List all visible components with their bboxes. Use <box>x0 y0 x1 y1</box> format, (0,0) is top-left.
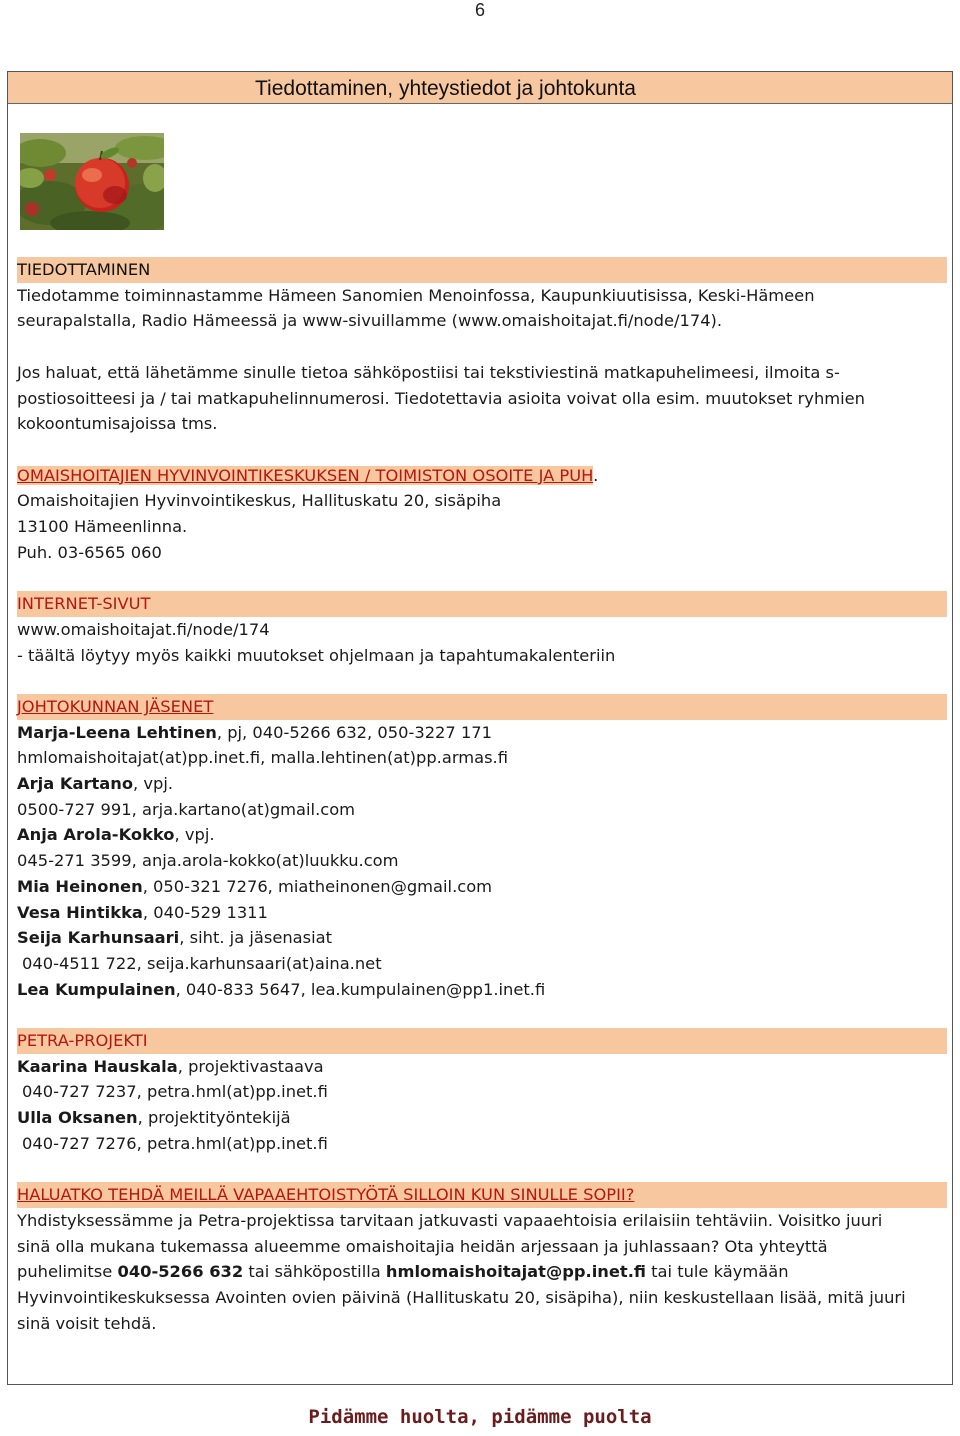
board-member <box>17 771 947 797</box>
section-header-board: JOHTOKUNNAN JÄSENET <box>17 694 947 720</box>
text-line: Tiedotamme toiminnastamme Hämeen Sanomien Menoinfossa, Kaupunkiuutisissa, Keski-Hämeen <box>17 285 815 305</box>
footer-slogan: Pidämme huolta, pidämme puolta <box>308 1406 652 1428</box>
section-header-address: OMAISHOITAJIEN HYVINVOINTIKESKUKSEN / TOIMISTON OSOITE JA PUH <box>17 465 594 485</box>
member-name: Mia Heinonen <box>17 876 143 896</box>
text-line: seurapalstalla, Radio Hämeessä ja www-sivuillamme (www.omaishoitajat.fi/node/174). <box>17 311 723 331</box>
text-line: Yhdistyksessämme ja Petra-projektissa tarvitaan jatkuvasti vapaaehtoisia erilaisiin tehtäviin. Voisitko juuri <box>17 1210 883 1230</box>
page-number: 6 <box>474 0 485 20</box>
member-info: , vpj. <box>133 774 174 793</box>
project-member <box>17 1105 947 1131</box>
phone-line: Puh. 03-6565 060 <box>17 542 162 562</box>
text-fragment: tai sähköpostilla <box>243 1262 386 1282</box>
address-line: Omaishoitajien Hyvinvointikeskus, Hallituskatu 20, sisäpiha <box>17 491 502 511</box>
member-name: Kaarina Hauskala <box>17 1056 178 1076</box>
section-header-petra: PETRA-PROJEKTI <box>17 1028 947 1054</box>
text-line: Jos haluat, että lähetämme sinulle tietoa sähköpostiisi tai tekstiviestinä matkapuhelimeesi, ilmoita s- <box>17 362 840 382</box>
text-fragment: puhelimitse <box>17 1262 118 1282</box>
board-member <box>17 822 947 848</box>
member-info: , projektityöntekijä <box>137 1108 291 1128</box>
board-member <box>17 925 947 951</box>
page-title: Tiedottaminen, yhteystiedot ja johtokunta <box>255 77 636 100</box>
text-line: postiosoitteesi ja / tai matkapuhelinnumerosi. Tiedotettavia asioita voivat olla esim. muutokset ryhmien <box>17 388 865 408</box>
section-header-volunteer: HALUATKO TEHDÄ MEILLÄ VAPAAEHTOISTYÖTÄ SILLOIN KUN SINULLE SOPII? <box>17 1182 947 1208</box>
website-link[interactable]: www.omaishoitajat.fi/node/174 <box>17 619 270 639</box>
member-name: Marja-Leena Lehtinen <box>17 722 217 742</box>
member-contact: hmlomaishoitajat(at)pp.inet.fi, malla.lehtinen(at)pp.armas.fi <box>17 748 508 768</box>
member-contact: 040-4511 722, seija.karhunsaari(at)aina.net <box>22 953 382 973</box>
member-name: Anja Arola-Kokko <box>17 825 175 845</box>
member-name: Ulla Oksanen <box>17 1108 138 1128</box>
member-info: , 050-321 7276, miatheinonen@gmail.com <box>142 876 493 896</box>
member-info: , projektivastaava <box>177 1056 324 1076</box>
address-line: 13100 Hämeenlinna. <box>17 517 188 536</box>
section-header-internet: INTERNET-SIVUT <box>17 591 947 617</box>
section-header-tiedottaminen: TIEDOTTAMINEN <box>17 257 947 283</box>
member-name: Seija Karhunsaari <box>17 928 180 948</box>
board-member <box>17 977 947 1003</box>
section-header-address-row <box>17 463 947 489</box>
text-line: Hyvinvointikeskuksessa Avointen ovien päivinä (Hallituskatu 20, sisäpiha), niin keskustellaan lisää, mitä juuri <box>17 1288 906 1308</box>
member-info: , pj, 040-5266 632, 050-3227 171 <box>216 722 493 742</box>
text-fragment: tai tule käymään <box>645 1262 789 1282</box>
text-line <box>17 1259 947 1285</box>
apple-photo <box>20 133 164 230</box>
board-member <box>17 900 947 926</box>
text-line: sinä olla mukana tukemassa alueemme omaishoitajia heidän arjessaan ja juhlassaan? Ota yhteyttä <box>17 1236 828 1256</box>
email-address: hmlomaishoitajat@pp.inet.fi <box>385 1262 646 1282</box>
member-info: , siht. ja jäsenasiat <box>179 928 333 948</box>
text-line: kokoontumisajoissa tms. <box>17 414 218 434</box>
member-info: , 040-529 1311 <box>142 902 268 922</box>
member-contact: 040-727 7276, petra.hml(at)pp.inet.fi <box>22 1133 328 1153</box>
board-member <box>17 874 947 900</box>
text-line: - täältä löytyy myös kaikki muutokset ohjelmaan ja tapahtumakalenteriin <box>17 645 616 665</box>
member-name: Lea Kumpulainen <box>17 979 176 999</box>
text-line: sinä voisit tehdä. <box>17 1313 157 1333</box>
project-member <box>17 1054 947 1080</box>
member-contact: 0500-727 991, arja.kartano(at)gmail.com <box>17 799 356 819</box>
member-name: Vesa Hintikka <box>17 902 143 922</box>
member-contact: 040-727 7237, petra.hml(at)pp.inet.fi <box>22 1082 328 1102</box>
member-info: , vpj. <box>174 825 215 845</box>
member-info: , 040-833 5647, lea.kumpulainen@pp1.inet.fi <box>175 979 546 999</box>
phone-number: 040-5266 632 <box>117 1262 244 1282</box>
member-contact: 045-271 3599, anja.arola-kokko(at)luukku.com <box>17 851 399 871</box>
board-member <box>17 720 947 746</box>
member-name: Arja Kartano <box>17 774 134 793</box>
header-dot: . <box>593 465 599 485</box>
content <box>17 257 947 1336</box>
